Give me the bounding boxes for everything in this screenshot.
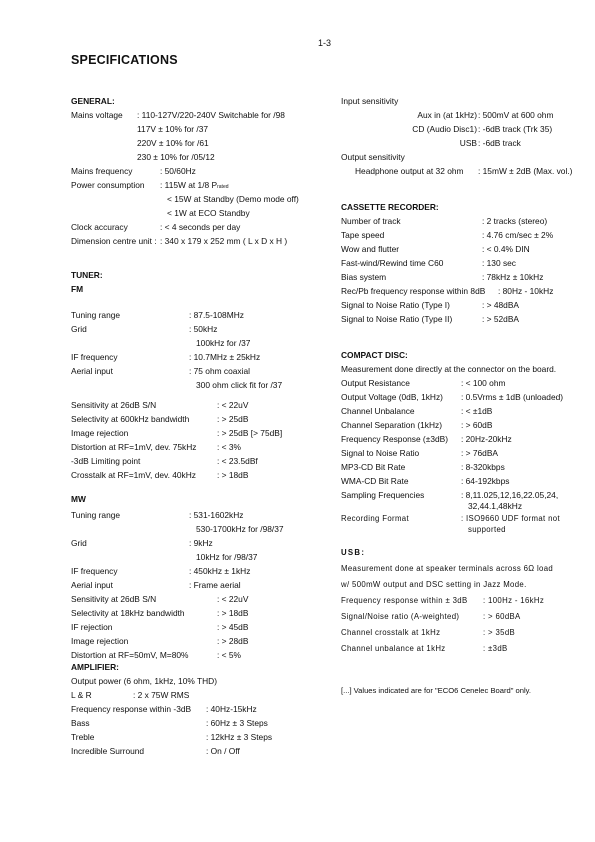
spec-value: : 60Hz ± 3 Steps <box>206 718 268 728</box>
mains-voltage-value: 117V ± 10% for /37 <box>137 124 209 134</box>
compact-disc-heading: COMPACT DISC: <box>341 350 408 360</box>
spec-label: Fast-wind/Rewind time C60 <box>341 258 444 268</box>
spec-label: Sensitivity at 26dB S/N <box>71 400 157 410</box>
spec-value: : On / Off <box>206 746 240 756</box>
spec-row <box>71 308 341 322</box>
power-consumption-label: Power consumption <box>71 180 145 190</box>
usb-spec-list <box>341 594 586 658</box>
spec-value: 300 ohm click fit for /37 <box>196 380 283 390</box>
spec-value: : > 35dB <box>483 628 516 637</box>
spec-value: : -6dB track <box>478 138 521 148</box>
spec-label: IF frequency <box>71 566 118 576</box>
spec-label: Aerial input <box>71 580 113 590</box>
spec-row <box>71 536 341 550</box>
spec-label: Channel Separation (1kHz) <box>341 420 443 430</box>
spec-label: Incredible Surround <box>71 746 145 756</box>
spec-value: 10kHz for /98/37 <box>196 552 258 562</box>
spec-row <box>341 312 586 326</box>
spec-label: Signal to Noise Ratio (Type II) <box>341 314 453 324</box>
spec-row <box>341 594 586 610</box>
spec-label: USB <box>459 138 477 148</box>
spec-row <box>71 620 341 634</box>
spec-row <box>341 404 586 418</box>
spec-value: : > 18dB <box>217 470 249 480</box>
spec-row <box>341 256 586 270</box>
spec-row <box>341 228 586 242</box>
spec-row <box>341 298 586 312</box>
spec-value: : > 18dB <box>217 608 249 618</box>
spec-value: : ±3dB <box>483 644 508 653</box>
dimension-value: : 340 x 179 x 252 mm ( L x D x H ) <box>160 236 288 246</box>
spec-label: Distortion at RF=50mV, M=80% <box>71 650 189 660</box>
usb-heading: USB: <box>341 548 366 557</box>
mains-frequency-value: : 50/60Hz <box>160 166 196 176</box>
fm-heading: FM <box>71 284 84 294</box>
spec-value: : < 0.4% DIN <box>482 244 530 254</box>
spec-value: : -6dB track (Trk 35) <box>478 124 553 134</box>
spec-value: : < 22uV <box>217 400 249 410</box>
mw-spec-list-2 <box>71 592 341 662</box>
spec-label: Image rejection <box>71 636 129 646</box>
sampling-value-cont: 32,44.1,48kHz <box>468 501 523 511</box>
spec-value: : < 5% <box>217 650 241 660</box>
spec-row <box>71 378 341 392</box>
spec-row <box>71 550 341 564</box>
spec-row <box>71 744 341 758</box>
spec-label: CD (Audio Disc1) <box>412 124 477 134</box>
mains-voltage-label: Mains voltage <box>71 110 123 120</box>
spec-value: : > 45dB <box>217 622 249 632</box>
power-value-subscript: rated <box>217 184 229 190</box>
cassette-section <box>341 200 586 326</box>
page-number: 1-3 <box>318 38 332 48</box>
tuner-heading: TUNER: <box>71 270 103 280</box>
spec-value: : Frame aerial <box>189 580 241 590</box>
spec-value: : 20Hz-20kHz <box>461 434 512 444</box>
spec-value: : 10.7MHz ± 25kHz <box>189 352 261 362</box>
spec-row <box>71 336 341 350</box>
spec-label: Sensitivity at 26dB S/N <box>71 594 157 604</box>
cd-spec-list <box>341 376 586 488</box>
spec-row <box>341 474 586 488</box>
output-sensitivity-heading: Output sensitivity <box>341 152 405 162</box>
spec-label: Image rejection <box>71 428 129 438</box>
spec-row <box>71 322 341 336</box>
spec-row <box>71 634 341 648</box>
usb-section <box>341 546 586 658</box>
recording-format-value: : ISO9660 UDF format not <box>461 514 560 523</box>
spec-value: : 8-320kbps <box>461 462 505 472</box>
spec-label: Channel Unbalance <box>341 406 415 416</box>
spec-label: Wow and flutter <box>341 244 400 254</box>
spec-value: : 450kHz ± 1kHz <box>189 566 251 576</box>
spec-row <box>341 122 586 136</box>
spec-row <box>341 242 586 256</box>
spec-row <box>341 108 586 122</box>
spec-value: 100kHz for /37 <box>196 338 251 348</box>
spec-value: : > 28dB <box>217 636 249 646</box>
spec-value: : 87.5-108MHz <box>189 310 244 320</box>
spec-value: : 531-1602kHz <box>189 510 244 520</box>
mains-voltage-value: : 110-127V/220-240V Switchable for /98 <box>137 110 285 120</box>
spec-row <box>71 730 341 744</box>
spec-value: : 0.5Vrms ± 1dB (unloaded) <box>461 392 564 402</box>
spec-label: Bass <box>71 718 90 728</box>
spec-row <box>71 578 341 592</box>
spec-row <box>341 270 586 284</box>
spec-label: Bias system <box>341 272 387 282</box>
spec-row <box>341 610 586 626</box>
spec-value: : 2 tracks (stereo) <box>482 216 548 226</box>
spec-label: IF rejection <box>71 622 113 632</box>
spec-row <box>71 350 341 364</box>
mains-frequency-label: Mains frequency <box>71 166 133 176</box>
mw-heading: MW <box>71 494 86 504</box>
spec-label: Selectivity at 600kHz bandwidth <box>71 414 190 424</box>
spec-row <box>341 136 586 150</box>
spec-label: Signal to Noise Ratio <box>341 448 420 458</box>
spec-value: : 100Hz - 16kHz <box>483 596 545 605</box>
spec-label: Tape speed <box>341 230 385 240</box>
output-power-label: Output power (6 ohm, 1kHz, 10% THD) <box>71 676 217 686</box>
page-title: SPECIFICATIONS <box>71 53 178 67</box>
spec-label: Grid <box>71 324 87 334</box>
power-eco-value: < 1W at ECO Standby <box>167 208 250 218</box>
spec-value: : 4.76 cm/sec ± 2% <box>482 230 554 240</box>
spec-row <box>341 626 586 642</box>
sampling-value: : 8,11.025,12,16,22.05,24, <box>461 490 559 500</box>
dimension-label: Dimension centre unit : <box>71 236 157 246</box>
spec-value: : > 25dB [> 75dB] <box>217 428 283 438</box>
amplifier-spec-list <box>71 702 341 758</box>
mw-spec-list <box>71 508 341 592</box>
spec-row <box>71 364 341 378</box>
spec-row <box>71 426 341 440</box>
spec-label: Frequency response within ± 3dB <box>341 596 468 605</box>
spec-value: : 500mV at 600 ohm <box>478 110 554 120</box>
spec-value: : < ±1dB <box>461 406 493 416</box>
headphone-output-value: : 15mW ± 2dB (Max. vol.) <box>478 166 573 176</box>
spec-value: : 64-192kbps <box>461 476 510 486</box>
spec-value: 530-1700kHz for /98/37 <box>196 524 284 534</box>
spec-label: Tuning range <box>71 310 121 320</box>
spec-value: : < 3% <box>217 442 241 452</box>
spec-label: Tuning range <box>71 510 121 520</box>
spec-value: : > 60dB <box>461 420 493 430</box>
spec-row <box>341 214 586 228</box>
compact-disc-section <box>341 348 586 537</box>
spec-row <box>71 398 341 412</box>
spec-label: Aux in (at 1kHz) <box>417 110 477 120</box>
input-sensitivity-heading: Input sensitivity <box>341 96 399 106</box>
amplifier-heading: AMPLIFIER: <box>71 662 119 672</box>
input-sensitivity-list <box>341 108 586 150</box>
spec-row <box>341 642 586 658</box>
recpb-label: Rec/Pb frequency response within 8dB <box>341 286 486 296</box>
spec-row <box>341 390 586 404</box>
spec-label: Selectivity at 18kHz bandwidth <box>71 608 185 618</box>
spec-row <box>71 440 341 454</box>
fm-spec-list <box>71 308 341 392</box>
spec-row <box>71 522 341 536</box>
recording-format-label: Recording Format <box>341 514 409 523</box>
usb-note-1: Measurement done at speaker terminals across 6Ω load <box>341 564 554 573</box>
spec-row <box>71 454 341 468</box>
recpb-value: : 80Hz - 10kHz <box>498 286 554 296</box>
footnote: [...] Values indicated are for "ECO6 Cenelec Board" only. <box>341 686 531 695</box>
general-section <box>71 94 341 248</box>
spec-label: Output Resistance <box>341 378 410 388</box>
spec-value: : > 60dBA <box>483 612 521 621</box>
spec-label: IF frequency <box>71 352 118 362</box>
spec-row <box>71 606 341 620</box>
spec-label: Aerial input <box>71 366 113 376</box>
spec-value: : < 100 ohm <box>461 378 506 388</box>
spec-value: : 75 ohm coaxial <box>189 366 250 376</box>
spec-label: Frequency Response (±3dB) <box>341 434 449 444</box>
recording-format-value-cont: supported <box>468 525 506 534</box>
cassette-snr-list <box>341 298 586 326</box>
spec-label: Channel crosstalk at 1kHz <box>341 628 441 637</box>
headphone-output-label: Headphone output at 32 ohm <box>355 166 464 176</box>
spec-row <box>71 412 341 426</box>
cassette-spec-list <box>341 214 586 284</box>
mains-voltage-value: 220V ± 10% for /61 <box>137 138 209 148</box>
cd-measurement-note: Measurement done directly at the connector on the board. <box>341 364 557 374</box>
general-heading: GENERAL: <box>71 96 115 106</box>
spec-value: : 130 sec <box>482 258 516 268</box>
spec-value: : 12kHz ± 3 Steps <box>206 732 273 742</box>
spec-label: MP3-CD Bit Rate <box>341 462 406 472</box>
usb-note-2: w/ 500mW output and DSC setting in Jazz Mode. <box>341 580 527 589</box>
spec-row <box>71 702 341 716</box>
spec-label: Treble <box>71 732 95 742</box>
lr-label: L & R <box>71 690 92 700</box>
spec-value: : > 48dBA <box>482 300 520 310</box>
spec-label: Output Voltage (0dB, 1kHz) <box>341 392 443 402</box>
spec-row <box>71 716 341 730</box>
spec-label: Number of track <box>341 216 401 226</box>
spec-row <box>341 446 586 460</box>
clock-accuracy-value: : < 4 seconds per day <box>160 222 241 232</box>
sensitivity-section <box>341 94 586 178</box>
spec-row <box>341 460 586 474</box>
spec-value: : > 25dB <box>217 414 249 424</box>
spec-label: Crosstalk at RF=1mV, dev. 40kHz <box>71 470 196 480</box>
amplifier-section <box>71 660 341 758</box>
spec-label: WMA-CD Bit Rate <box>341 476 409 486</box>
spec-label: Channel unbalance at 1kHz <box>341 644 446 653</box>
sampling-label: Sampling Frequencies <box>341 490 425 500</box>
spec-row <box>341 432 586 446</box>
spec-row <box>341 418 586 432</box>
spec-label: Signal to Noise Ratio (Type I) <box>341 300 450 310</box>
spec-value: : 9kHz <box>189 538 213 548</box>
power-value-text: : 115W at 1/8 P <box>160 180 218 190</box>
power-standby-value: < 15W at Standby (Demo mode off) <box>167 194 299 204</box>
spec-value: : 78kHz ± 10kHz <box>482 272 544 282</box>
cassette-heading: CASSETTE RECORDER: <box>341 202 439 212</box>
spec-row <box>71 468 341 482</box>
spec-label: Frequency response within -3dB <box>71 704 192 714</box>
spec-row <box>71 508 341 522</box>
spec-label: Distortion at RF=1mV, dev. 75kHz <box>71 442 197 452</box>
spec-value: : 50kHz <box>189 324 218 334</box>
spec-value: : < 23.5dBf <box>217 456 258 466</box>
mains-voltage-value: 230 ± 10% for /05/12 <box>137 152 215 162</box>
spec-value: : < 22uV <box>217 594 249 604</box>
lr-value: : 2 x 75W RMS <box>133 690 190 700</box>
clock-accuracy-label: Clock accuracy <box>71 222 128 232</box>
spec-row <box>71 592 341 606</box>
spec-row <box>341 376 586 390</box>
spec-label: Grid <box>71 538 87 548</box>
spec-value: : > 52dBA <box>482 314 520 324</box>
fm-spec-list-2 <box>71 398 341 482</box>
spec-row <box>71 564 341 578</box>
tuner-section <box>71 268 341 662</box>
spec-value: : 40Hz-15kHz <box>206 704 257 714</box>
spec-value: : > 76dBA <box>461 448 499 458</box>
spec-label: -3dB Limiting point <box>71 456 141 466</box>
spec-label: Signal/Noise ratio (A-weighted) <box>341 612 460 621</box>
